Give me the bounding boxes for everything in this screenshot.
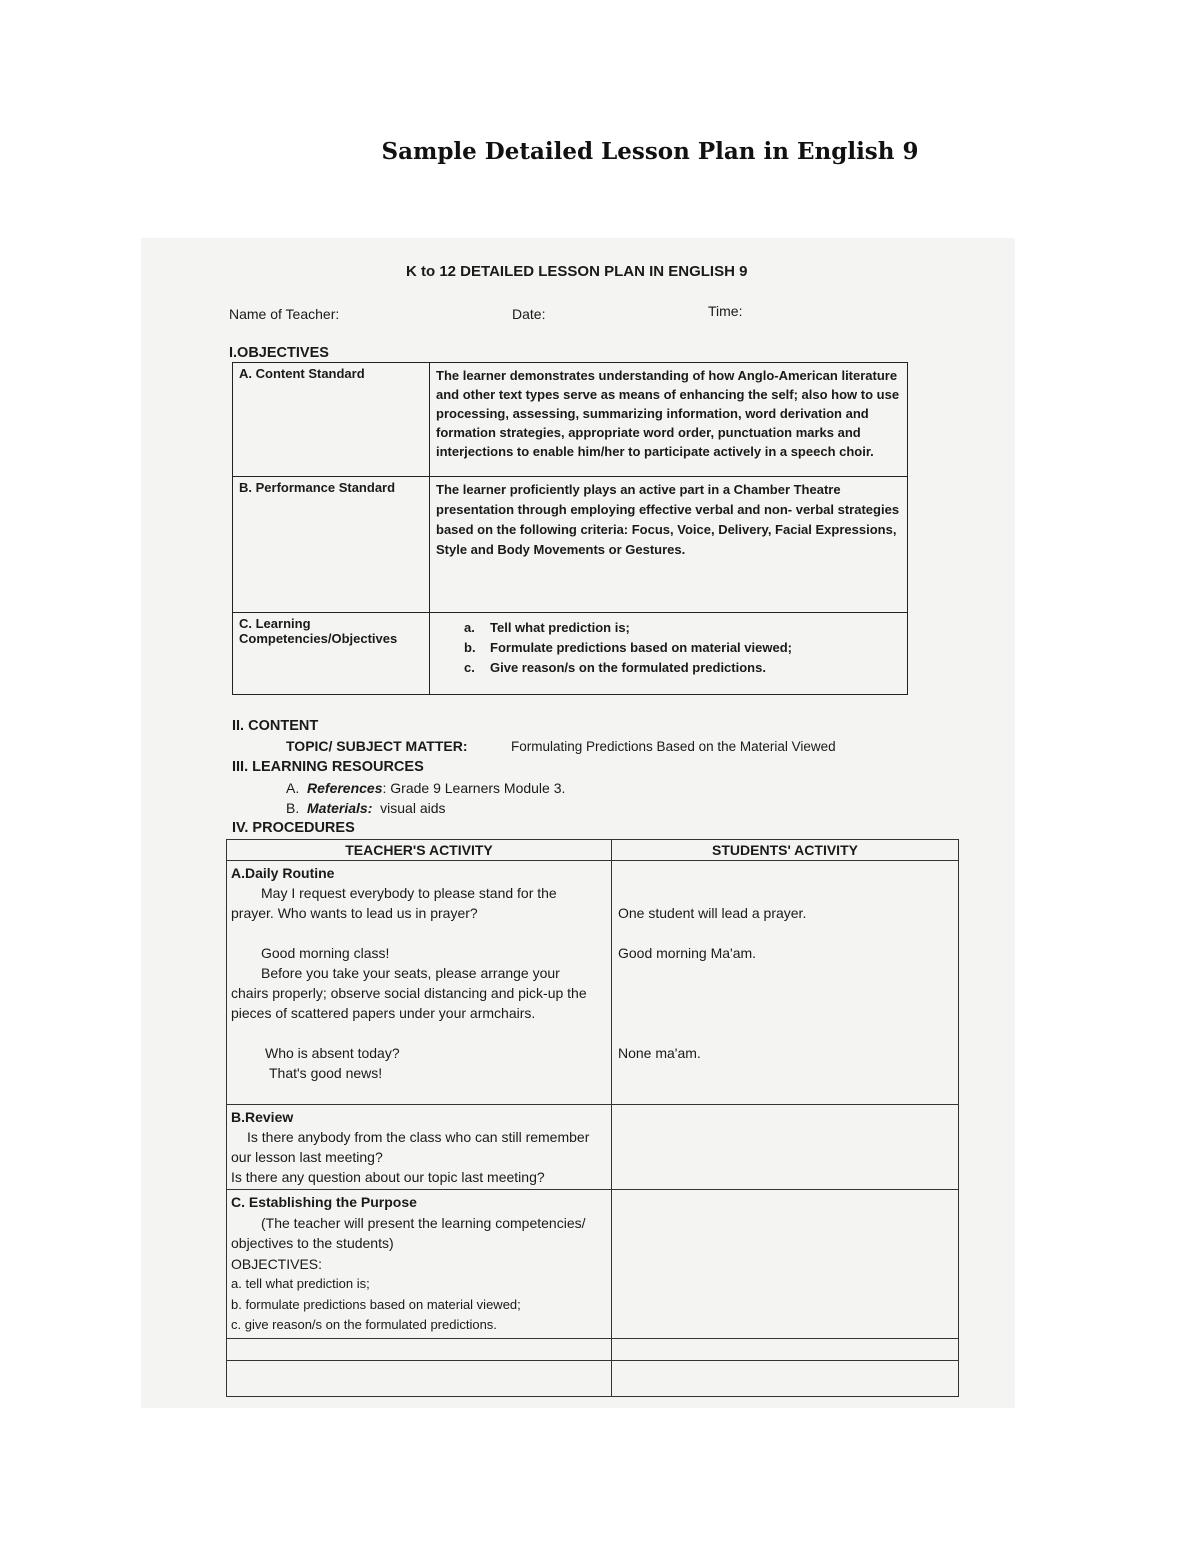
review-row xyxy=(227,1105,959,1190)
competencies-row xyxy=(233,613,908,695)
performance-standard-text: The learner proficiently plays an active part in a Chamber Theatre presentation through employing effective verbal and non- verbal strategies based on the following criteria: Focus, Voice, Delivery, Facial Expressions, Style and Body Movements or Gestures. xyxy=(430,477,908,613)
document-title: K to 12 DETAILED LESSON PLAN IN ENGLISH 9 xyxy=(406,263,748,280)
materials-line: B. Materials: visual aids xyxy=(286,800,446,816)
objective-line: a. tell what prediction is; xyxy=(231,1276,370,1291)
student-line: None ma'am. xyxy=(618,1045,701,1061)
objective-line: c. give reason/s on the formulated predictions. xyxy=(231,1317,497,1332)
purpose-teacher-cell xyxy=(227,1190,612,1339)
competencies-label-line-1: C. Learning xyxy=(239,616,311,631)
daily-routine-students-cell xyxy=(612,861,959,1105)
student-line: One student will lead a prayer. xyxy=(618,905,807,921)
daily-routine-row xyxy=(227,861,959,1105)
objectives-heading: I.OBJECTIVES xyxy=(229,345,329,361)
students-activity-header: STUDENTS' ACTIVITY xyxy=(612,840,959,861)
procedures-table xyxy=(226,839,959,1397)
content-standard-text: The learner demonstrates understanding of how Anglo-American literature and other text types serve as means of enhancing the self; also how to use processing, assessing, summarizing information, word derivation and formation strategies, appropriate word order, punctuation marks and interjections to enable him/her to participate actively in a speech choir. xyxy=(430,363,908,477)
topic-label: TOPIC/ SUBJECT MATTER: xyxy=(286,738,468,754)
teacher-line: Before you take your seats, please arrange your xyxy=(261,965,560,981)
competencies-list xyxy=(464,618,901,678)
purpose-students-cell xyxy=(612,1190,959,1339)
teacher-name-label: Name of Teacher: xyxy=(229,306,340,322)
competency-item: a. Tell what prediction is; xyxy=(464,620,630,635)
date-label: Date: xyxy=(512,306,546,322)
teacher-line: Is there anybody from the class who can still remember xyxy=(247,1129,590,1145)
procedures-heading: IV. PROCEDURES xyxy=(232,820,355,836)
competencies-list-cell xyxy=(430,613,908,695)
empty-row xyxy=(227,1338,959,1360)
teacher-line: objectives to the students) xyxy=(231,1235,394,1251)
review-heading: B.Review xyxy=(231,1109,294,1125)
empty-row xyxy=(227,1360,959,1396)
teacher-line: Who is absent today? xyxy=(265,1045,400,1061)
competency-item: c. Give reason/s on the formulated predictions. xyxy=(464,660,766,675)
performance-standard-row xyxy=(233,477,908,613)
competencies-label xyxy=(233,613,430,695)
teacher-line: Good morning class! xyxy=(261,945,390,961)
content-standard-label: A. Content Standard xyxy=(233,363,430,477)
scanned-document xyxy=(141,238,1015,1408)
teacher-line: prayer. Who wants to lead us in prayer? xyxy=(231,905,478,921)
teacher-line: May I request everybody to please stand for the xyxy=(261,885,557,901)
content-heading: II. CONTENT xyxy=(232,718,319,734)
teacher-line: OBJECTIVES: xyxy=(231,1255,323,1272)
objective-line: b. formulate predictions based on material viewed; xyxy=(231,1296,521,1312)
competency-item: b. Formulate predictions based on material viewed; xyxy=(464,640,792,655)
resources-heading: III. LEARNING RESOURCES xyxy=(232,759,424,775)
teacher-activity-header: TEACHER'S ACTIVITY xyxy=(227,840,612,861)
page-title: Sample Detailed Lesson Plan in English 9 xyxy=(381,138,919,165)
content-standard-row xyxy=(233,363,908,477)
teacher-line: pieces of scattered papers under your armchairs. xyxy=(231,1005,536,1021)
competencies-label-line-2: Competencies/Objectives xyxy=(239,631,398,646)
purpose-row xyxy=(227,1190,959,1339)
daily-routine-heading: A.Daily Routine xyxy=(231,865,335,881)
topic-value: Formulating Predictions Based on the Material Viewed xyxy=(511,739,836,754)
daily-routine-teacher-cell xyxy=(227,861,612,1105)
teacher-line: Is there any question about our topic last meeting? xyxy=(231,1169,545,1185)
teacher-line: chairs properly; observe social distancing and pick-up the xyxy=(231,985,587,1001)
references-line: A. References: Grade 9 Learners Module 3. xyxy=(286,780,566,796)
performance-standard-label: B. Performance Standard xyxy=(233,477,430,613)
teacher-line: That's good news! xyxy=(269,1065,383,1081)
student-line: Good morning Ma'am. xyxy=(618,945,757,961)
review-students-cell xyxy=(612,1105,959,1190)
objectives-table xyxy=(232,362,908,695)
review-teacher-cell xyxy=(227,1105,612,1190)
teacher-line: (The teacher will present the learning competencies/ xyxy=(261,1214,586,1231)
purpose-heading: C. Establishing the Purpose xyxy=(231,1194,417,1210)
time-label: Time: xyxy=(708,303,743,319)
teacher-line: our lesson last meeting? xyxy=(231,1149,383,1165)
